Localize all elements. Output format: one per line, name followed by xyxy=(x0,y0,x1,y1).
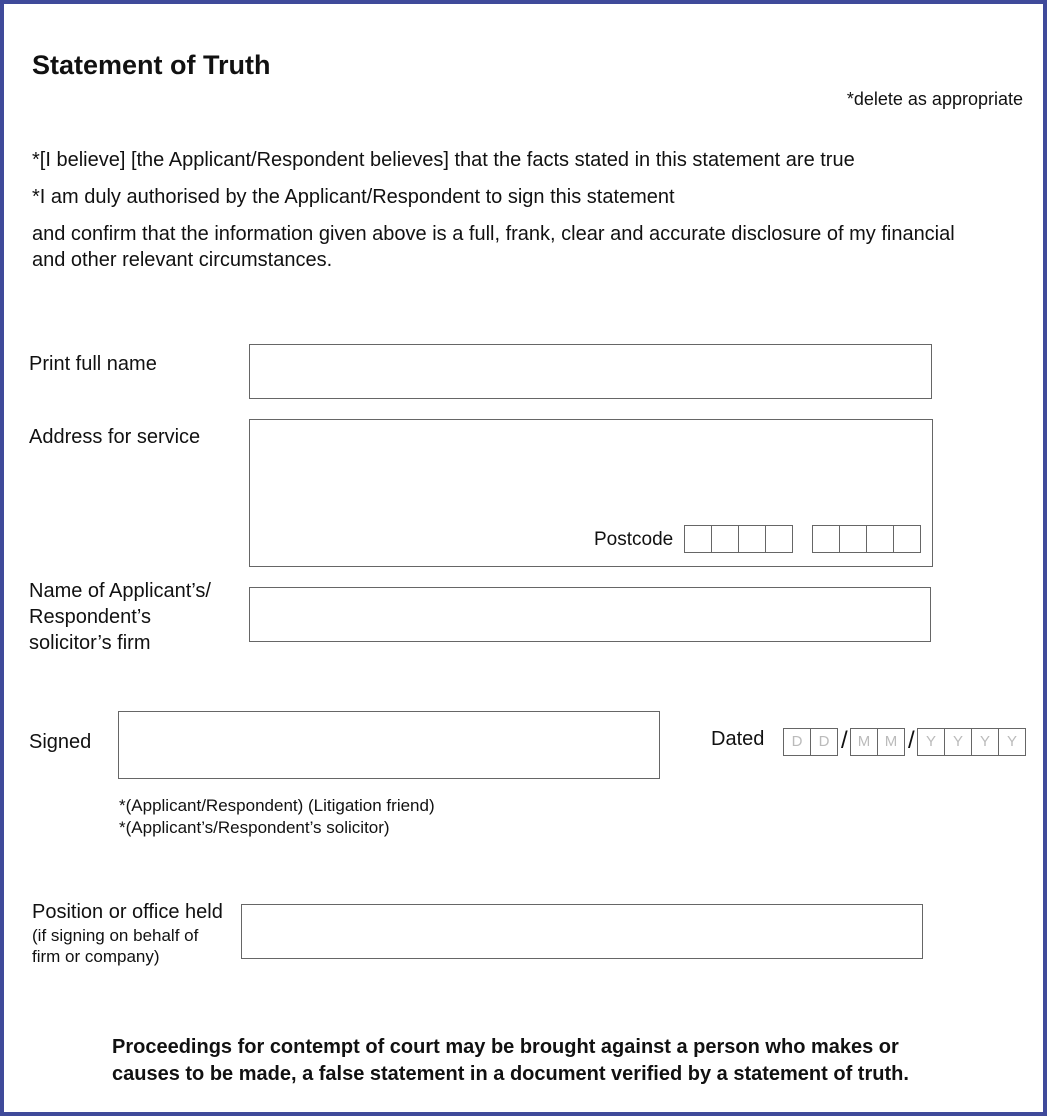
delete-note: *delete as appropriate xyxy=(846,89,1023,109)
date-separator: / xyxy=(841,727,848,754)
address-label: Address for service xyxy=(29,426,201,448)
postcode-second-half xyxy=(812,525,921,553)
date-month xyxy=(850,728,905,756)
statement-authorised: *I am duly authorised by the Applicant/Respondent to sign this statement xyxy=(32,186,675,208)
solicitor-label-line-1: Name of Applicant’s/ xyxy=(29,580,211,602)
contempt-warning-line-1: Proceedings for contempt of court may be brought against a person who makes or xyxy=(112,1036,899,1058)
date-month-cell[interactable]: M xyxy=(877,728,905,756)
address-input[interactable] xyxy=(250,420,932,520)
solicitor-label-line-2: Respondent’s xyxy=(29,606,151,628)
solicitor-input[interactable] xyxy=(250,588,930,641)
statement-confirm: and confirm that the information given above is a full, frank, clear and accurate disclosure of my financial and other relevant circumstances. xyxy=(32,223,955,271)
position-input[interactable] xyxy=(242,905,922,958)
full-name-label: Print full name xyxy=(29,353,157,375)
postcode-cell[interactable] xyxy=(866,525,894,553)
postcode-cell[interactable] xyxy=(812,525,840,553)
full-name-box xyxy=(249,344,932,399)
postcode-cell[interactable] xyxy=(738,525,766,553)
date-year-cell[interactable]: Y xyxy=(998,728,1026,756)
signer-option-solicitor: *(Applicant’s/Respondent’s solicitor) xyxy=(119,818,390,837)
position-hint-line-2: firm or company) xyxy=(32,947,160,966)
date-year-cell[interactable]: Y xyxy=(917,728,945,756)
full-name-input[interactable] xyxy=(250,345,931,398)
signed-label: Signed xyxy=(29,731,92,753)
position-box xyxy=(241,904,923,959)
signer-option-applicant: *(Applicant/Respondent) (Litigation friend) xyxy=(119,796,435,815)
date-year-cell[interactable]: Y xyxy=(971,728,999,756)
dated-label: Dated xyxy=(711,728,765,750)
date-year-cell[interactable]: Y xyxy=(944,728,972,756)
date-day xyxy=(783,728,838,756)
statement-belief: *[I believe] [the Applicant/Respondent believes] that the facts stated in this statement are true xyxy=(32,149,855,171)
position-label: Position or office held xyxy=(32,901,223,923)
position-hint-line-1: (if signing on behalf of xyxy=(32,926,199,945)
date-day-cell[interactable]: D xyxy=(783,728,811,756)
date-month-cell[interactable]: M xyxy=(850,728,878,756)
date-year xyxy=(917,728,1026,756)
solicitor-box xyxy=(249,587,931,642)
postcode-cell[interactable] xyxy=(684,525,712,553)
postcode-cell[interactable] xyxy=(839,525,867,553)
contempt-warning-line-2: causes to be made, a false statement in a document verified by a statement of truth. xyxy=(112,1063,909,1085)
signature-box xyxy=(118,711,660,779)
solicitor-label-line-3: solicitor’s firm xyxy=(29,632,151,654)
date-day-cell[interactable]: D xyxy=(810,728,838,756)
form-title: Statement of Truth xyxy=(32,50,271,80)
signature-input[interactable] xyxy=(119,712,659,778)
postcode-label: Postcode xyxy=(594,529,674,550)
postcode-cell[interactable] xyxy=(765,525,793,553)
postcode-cell[interactable] xyxy=(711,525,739,553)
postcode-cell[interactable] xyxy=(893,525,921,553)
postcode-first-half xyxy=(684,525,793,553)
date-separator: / xyxy=(908,727,915,754)
